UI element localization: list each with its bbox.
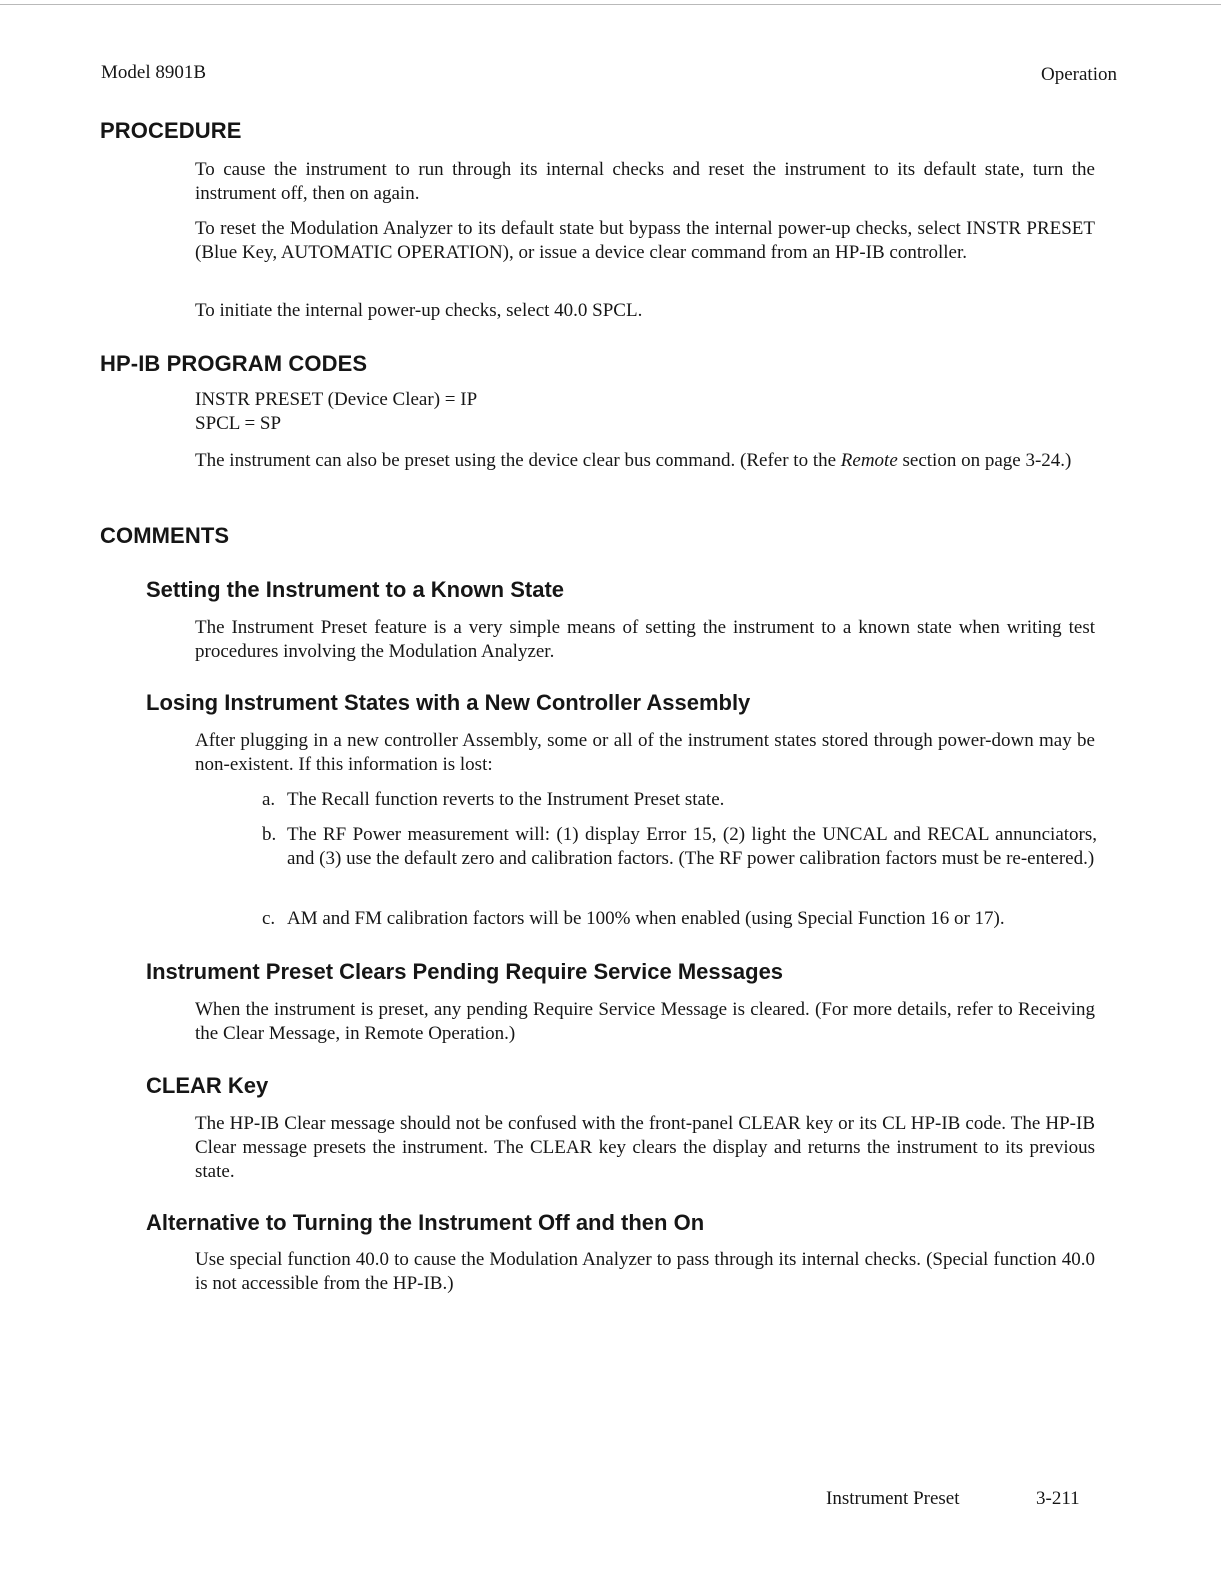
- list-item-text: The RF Power measurement will: (1) display Error 15, (2) light the UNCAL and RECAL annunciators, and (3) use the default zero and calibration factors. (The RF power calibration factors must be re-entered.): [287, 824, 1097, 869]
- program-code-instr-preset: INSTR PRESET (Device Clear) = IP: [195, 389, 478, 410]
- list-item-a: [262, 788, 1097, 812]
- procedure-paragraph-2: To reset the Modulation Analyzer to its default state but bypass the internal power-up checks, select INSTR PRESET (Blue Key, AUTOMATIC OPERATION), or issue a device clear command from an HP-IB controller.: [195, 218, 1095, 263]
- program-codes-note: [195, 449, 1095, 473]
- alternative-heading: Alternative to Turning the Instrument Off and then On: [146, 1210, 705, 1235]
- top-rule: [0, 4, 1221, 5]
- list-marker: a.: [262, 789, 276, 810]
- procedure-paragraph-3: To initiate the internal power-up checks, select 40.0 SPCL.: [195, 300, 643, 321]
- losing-states-text: After plugging in a new controller Assembly, some or all of the instrument states stored through power-down may be non-existent. If this information is lost:: [195, 730, 1095, 775]
- footer-page-number: 3-211: [1036, 1488, 1080, 1509]
- note-text-before: The instrument can also be preset using the device clear bus command. (Refer to the: [195, 450, 841, 471]
- alternative-text: Use special function 40.0 to cause the Modulation Analyzer to pass through its internal checks. (Special function 40.0 is not accessible from the HP-IB.): [195, 1249, 1095, 1294]
- program-code-spcl: SPCL = SP: [195, 413, 282, 434]
- clear-key-text: The HP-IB Clear message should not be confused with the front-panel CLEAR key or its CL HP-IB code. The HP-IB Clear message presets the instrument. The CLEAR key clears the display and returns the instrument to its previous state.: [195, 1113, 1095, 1182]
- procedure-paragraph-1: To cause the instrument to run through its internal checks and reset the instrument to its default state, turn the instrument off, then on again.: [195, 159, 1095, 204]
- note-remote-reference: Remote: [840, 450, 898, 471]
- header-model: Model 8901B: [101, 62, 207, 83]
- known-state-heading: Setting the Instrument to a Known State: [146, 577, 565, 602]
- clear-key-heading: CLEAR Key: [146, 1073, 269, 1098]
- list-item-b: [262, 823, 1097, 871]
- list-item-text: AM and FM calibration factors will be 100% when enabled (using Special Function 16 or 17).: [287, 908, 1005, 929]
- footer-title: Instrument Preset: [826, 1488, 960, 1509]
- known-state-text: The Instrument Preset feature is a very simple means of setting the instrument to a known state when writing test procedures involving the Modulation Analyzer.: [195, 617, 1095, 662]
- losing-states-heading: Losing Instrument States with a New Controller Assembly: [146, 690, 751, 715]
- note-text-after: section on page 3-24.): [897, 450, 1072, 471]
- procedure-heading: PROCEDURE: [100, 118, 242, 143]
- header-section: Operation: [1041, 64, 1117, 85]
- pending-messages-text: When the instrument is preset, any pending Require Service Message is cleared. (For more details, refer to Receiving the Clear Message, in Remote Operation.): [195, 999, 1095, 1044]
- list-item-c: [262, 907, 1097, 931]
- list-marker: c.: [262, 908, 276, 929]
- comments-heading: COMMENTS: [100, 523, 230, 548]
- program-codes-heading: HP-IB PROGRAM CODES: [100, 351, 368, 376]
- pending-messages-heading: Instrument Preset Clears Pending Require Service Messages: [146, 959, 784, 984]
- list-item-text: The Recall function reverts to the Instrument Preset state.: [287, 789, 725, 810]
- list-marker: b.: [262, 824, 277, 845]
